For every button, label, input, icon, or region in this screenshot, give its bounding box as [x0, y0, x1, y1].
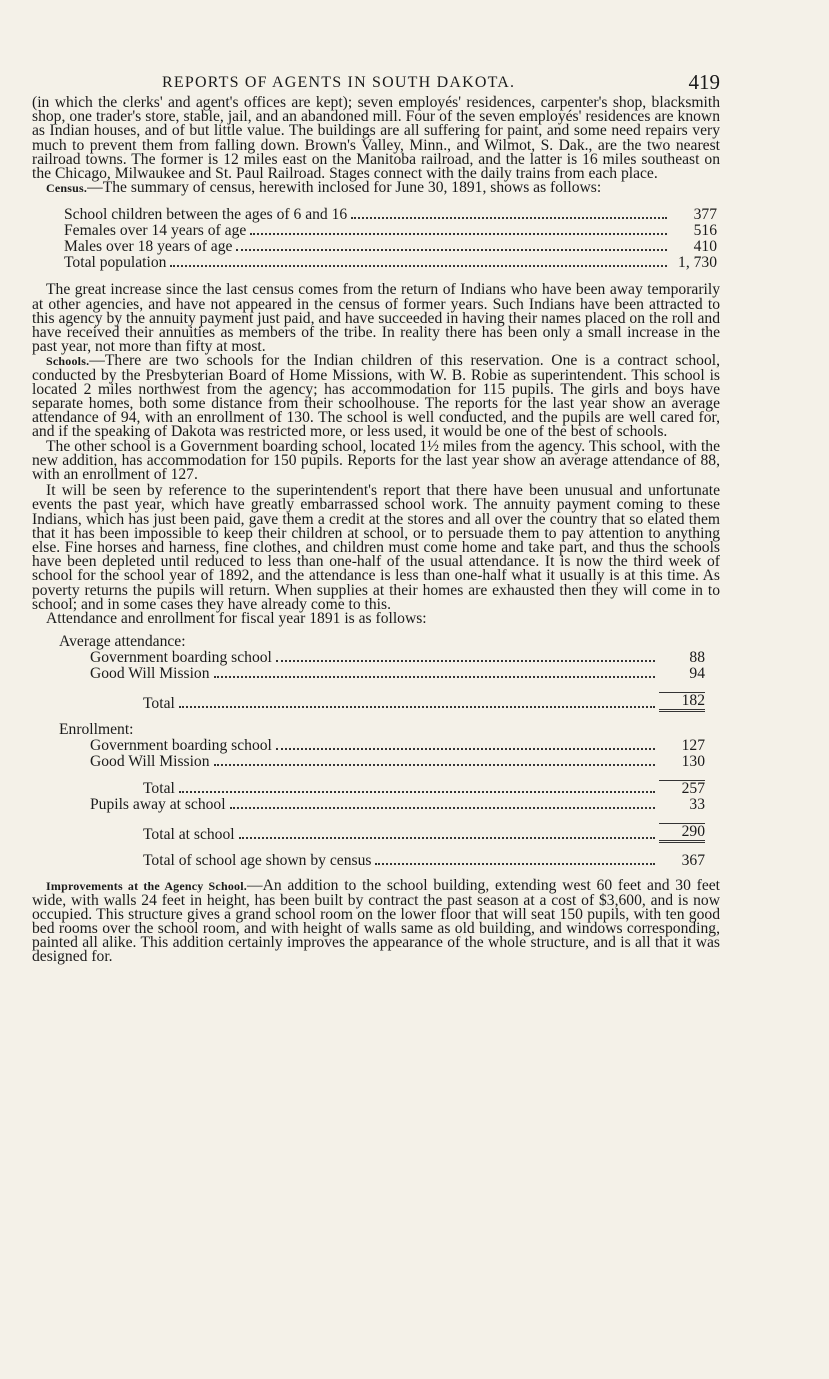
enrollment-row — [90, 738, 705, 754]
census-row-label: Total population — [64, 254, 167, 272]
leader-dots — [276, 660, 655, 662]
schools-paragraph-3: It will be seen by reference to the superintendent's report that there have been unusual and unfortunate events the past year, which have greatly embarrassed school work. The annuity payment coming to these Indians, which has just been paid, gave them a credit at the stores and all over the country that so elated them that it has been impossible to keep their children at school, or to persuade them to pay attention to anything else. Fine horses and harness, fine clothes, and children must come home and take part, and thus the schools have been depleted until reduced to less than one-half of the usual attendance. It is now the third week of school for the school year of 1892, and the attendance is less than one-half what it usually is at this time. As poverty returns the pupils will return. When supplies at their homes are exhausted then they will come in to school; and in some cases they have already come to this. — [32, 482, 720, 613]
schools-paragraph — [32, 354, 720, 439]
schools-heading: Schools. — [46, 354, 90, 369]
average-attendance-heading: Average attendance: — [59, 633, 186, 651]
census-row — [64, 255, 717, 271]
enrollment-row-label: Good Will Mission — [90, 753, 210, 771]
leader-dots — [236, 249, 667, 251]
schools-paragraph-4: Attendance and enrollment for fiscal year 1891 is as follows: — [46, 610, 427, 628]
enrollment-row-value: 127 — [681, 737, 705, 755]
document-page — [32, 66, 720, 965]
improvements-paragraph — [32, 879, 720, 964]
census-paragraph — [32, 181, 720, 195]
leader-dots — [276, 748, 655, 750]
census-row-value: 377 — [693, 206, 717, 224]
attendance-row-value: 94 — [689, 665, 705, 683]
enrollment-row — [90, 754, 705, 770]
attendance-row — [90, 666, 705, 682]
intro-paragraph: (in which the clerks' and agent's offices are kept); seven employés' residences, carpenter's shop, blacksmith shop, one trader's store, stable, jail, and an abandoned mill. Four of the seven employés' residences are known as Indian houses, and of but little value. The buildings are all suffering for paint, and some need repairs very much to prevent them from falling down. Brown's Valley, Minn., and Wilmot, S. Dak., are the two nearest railroad towns. The former is 12 miles east on the Manitoba railroad, and the latter is 16 miles southeast on the Chicago, Milwaukee and St. Paul Railroad. Stages connect with the daily trains from each place. — [32, 94, 720, 183]
census-text: —The summary of census, herewith inclosed for June 30, 1891, shows as follows: — [87, 179, 602, 197]
total-label: Total — [143, 780, 175, 798]
leader-dots — [239, 837, 655, 839]
enrollment-row-value: 130 — [681, 753, 705, 771]
schools-paragraph-2: The other school is a Government boarding school, located 1½ miles from the agency. This school, with the new addition, has accommodation for 150 pupils. Reports for the last year show an average attendance of 88, with an enrollment of 127. — [32, 437, 720, 484]
total-at-school-value: 290 — [659, 823, 705, 843]
total-at-school-row — [143, 823, 705, 843]
total-label: Total — [143, 695, 175, 713]
attendance-row-label: Government boarding school — [90, 649, 272, 667]
census-row-value: 516 — [693, 222, 717, 240]
leader-dots — [214, 676, 655, 678]
census-total-value: 367 — [681, 852, 705, 870]
census-total-label: Total of school age shown by census — [143, 852, 372, 870]
census-row-label: Males over 18 years of age — [64, 238, 233, 256]
census-row — [64, 239, 717, 255]
enrollment-row-label: Government boarding school — [90, 737, 272, 755]
enrollment-heading: Enrollment: — [59, 721, 134, 739]
leader-dots — [179, 706, 655, 708]
page-header — [32, 66, 720, 96]
total-value: 182 — [659, 692, 705, 712]
average-total-row — [143, 692, 705, 712]
census-row-value: 1, 730 — [678, 254, 717, 272]
attendance-row-value: 88 — [689, 649, 705, 667]
leader-dots — [250, 233, 667, 235]
census-row-value: 410 — [693, 238, 717, 256]
census-row-label: Females over 14 years of age — [64, 222, 247, 240]
improvements-text: —An addition to the school building, extending west 60 feet and 30 feet wide, with walls 24 feet in height, has been built by contract the past season at a cost of $3,600, and is now occupied. This structure gives a grand school room on the lower floor that will seat 150 pupils, with ten good bed rooms over the school room, and with height of walls same as old building, and windows corresponding, painted all alike. This addition certainly improves the appearance of the whole structure, and is all that it was designed for. — [32, 877, 720, 966]
pupils-away-label: Pupils away at school — [90, 796, 226, 814]
census-row-label: School children between the ages of 6 and 16 — [64, 206, 348, 224]
attendance-row — [90, 650, 705, 666]
census-table — [64, 207, 717, 271]
census-row — [64, 223, 717, 239]
leader-dots — [351, 217, 667, 219]
attendance-row-label: Good Will Mission — [90, 665, 210, 683]
leader-dots — [179, 791, 655, 793]
total-at-school-label: Total at school — [143, 826, 235, 844]
pupils-away-value: 33 — [689, 796, 705, 814]
running-head: REPORTS OF AGENTS IN SOUTH DAKOTA. — [162, 74, 516, 91]
enrollment-total-row — [143, 780, 705, 797]
leader-dots — [375, 863, 655, 865]
pupils-away-row — [90, 797, 705, 813]
census-heading: Census. — [46, 181, 88, 196]
total-value: 257 — [659, 780, 705, 797]
leader-dots — [170, 265, 667, 267]
leader-dots — [214, 764, 655, 766]
page-number: 419 — [688, 70, 720, 94]
improvements-heading: Improvements at the Agency School. — [46, 879, 247, 894]
census-row — [64, 207, 717, 223]
attendance-table — [59, 634, 705, 869]
census-total-row — [143, 853, 705, 869]
census-after-paragraph: The great increase since the last census comes from the return of Indians who have been away temporarily at other agencies, and have not appeared in the census of former years. Such Indians have been attracted to this agency by the annuity payment just paid, and have succeeded in having their names placed on the roll and have received their annuities as members of the tribe. In reality there has been only a small increase in the past year, not more than fifty at most. — [32, 281, 720, 356]
schools-text: —There are two schools for the Indian children of this reservation. One is a contract school, conducted by the Presbyterian Board of Home Missions, with W. B. Robie as superintendent. This school is located 2 miles northwest from the agency; has accommodation for 115 pupils. The girls and boys have separate homes, both some distance from their schoolhouse. The reports for the last year show an average attendance of 94, with an enrollment of 130. The school is well conducted, and the pupils are well cared for, and if the speaking of Dakota was restricted more, or less used, it would be one of the best of schools. — [32, 352, 720, 441]
leader-dots — [230, 807, 655, 809]
